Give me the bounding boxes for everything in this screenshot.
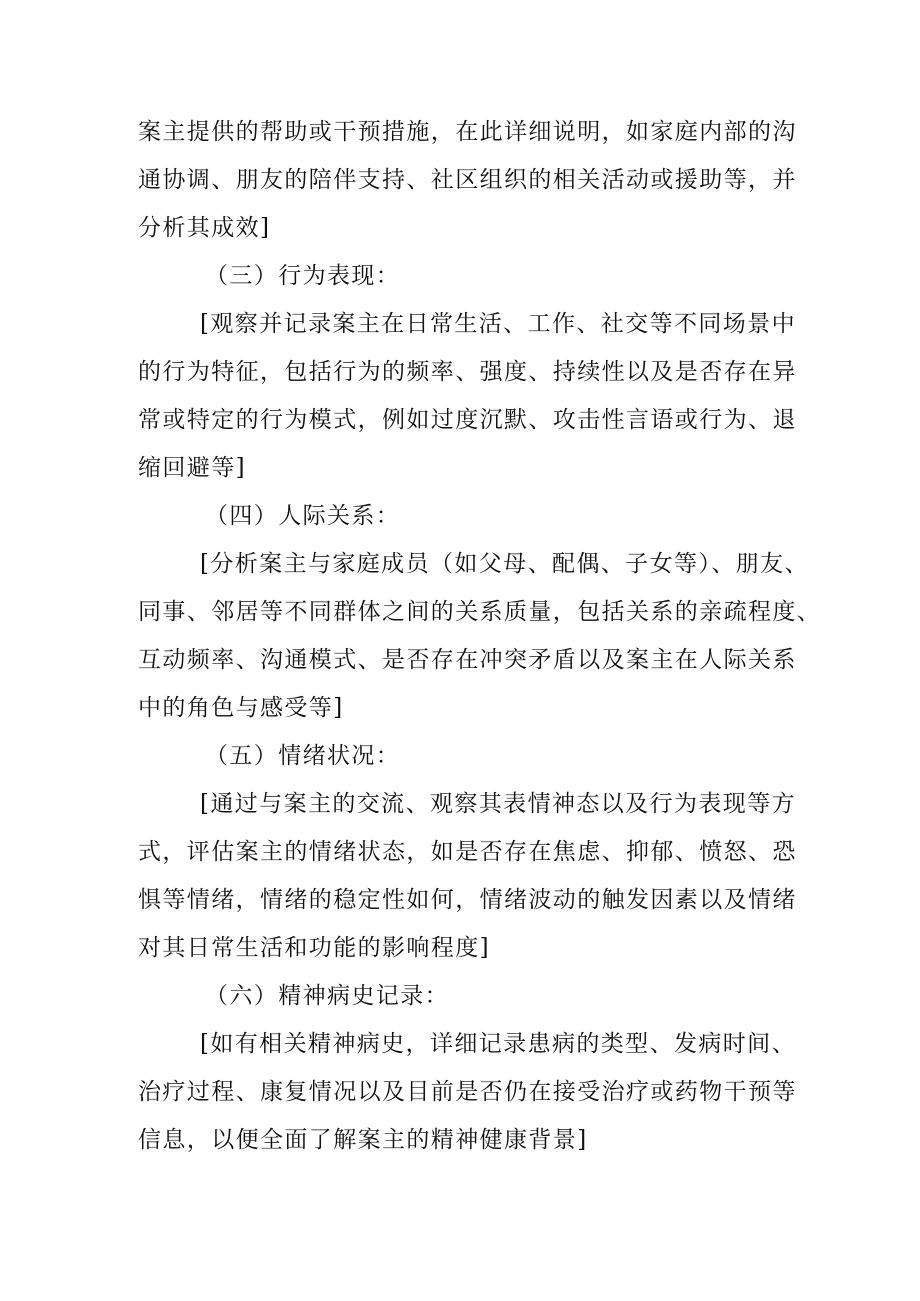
paragraph-line: 式，评估案主的情绪状态，如是否存在焦虑、抑郁、愤怒、恐: [138, 839, 797, 865]
paragraph-line: 中的角色与感受等]: [138, 695, 344, 721]
paragraph-line: [观察并记录案主在日常生活、工作、社交等不同场景中: [200, 311, 796, 337]
paragraph-line: 治疗过程、康复情况以及目前是否仍在接受治疗或药物干预等: [138, 1079, 797, 1105]
paragraph-line: 缩回避等]: [138, 455, 246, 481]
paragraph-line: 常或特定的行为模式，例如过度沉默、攻击性言语或行为、退: [138, 407, 797, 433]
paragraph-line: 分析其成效]: [138, 215, 271, 241]
paragraph-line: 通协调、朋友的陪伴支持、社区组织的相关活动或援助等，并: [138, 167, 797, 193]
section-heading-behavior: （三）行为表现：: [205, 263, 401, 289]
paragraph-line: 惧等情绪，情绪的稳定性如何，情绪波动的触发因素以及情绪: [138, 887, 797, 913]
section-heading-psych-history: （六）精神病史记录：: [205, 983, 449, 1009]
paragraph-line: [通过与案主的交流、观察其表情神态以及行为表现等方: [200, 791, 796, 817]
paragraph-line: 案主提供的帮助或干预措施，在此详细说明，如家庭内部的沟: [138, 119, 797, 145]
paragraph-line: 的行为特征，包括行为的频率、强度、持续性以及是否存在异: [138, 359, 797, 385]
paragraph-line: 信息，以便全面了解案主的精神健康背景]: [138, 1127, 588, 1153]
paragraph-line: 同事、邻居等不同群体之间的关系质量，包括关系的亲疏程度、: [138, 599, 822, 625]
section-heading-emotion: （五）情绪状况：: [205, 743, 401, 769]
paragraph-line: 对其日常生活和功能的影响程度]: [138, 935, 490, 961]
paragraph-line: [分析案主与家庭成员（如父母、配偶、子女等）、朋友、: [200, 551, 809, 577]
paragraph-line: [如有相关精神病史，详细记录患病的类型、发病时间、: [200, 1031, 796, 1057]
section-heading-relations: （四）人际关系：: [205, 503, 401, 529]
paragraph-line: 互动频率、沟通模式、是否存在冲突矛盾以及案主在人际关系: [138, 647, 797, 673]
